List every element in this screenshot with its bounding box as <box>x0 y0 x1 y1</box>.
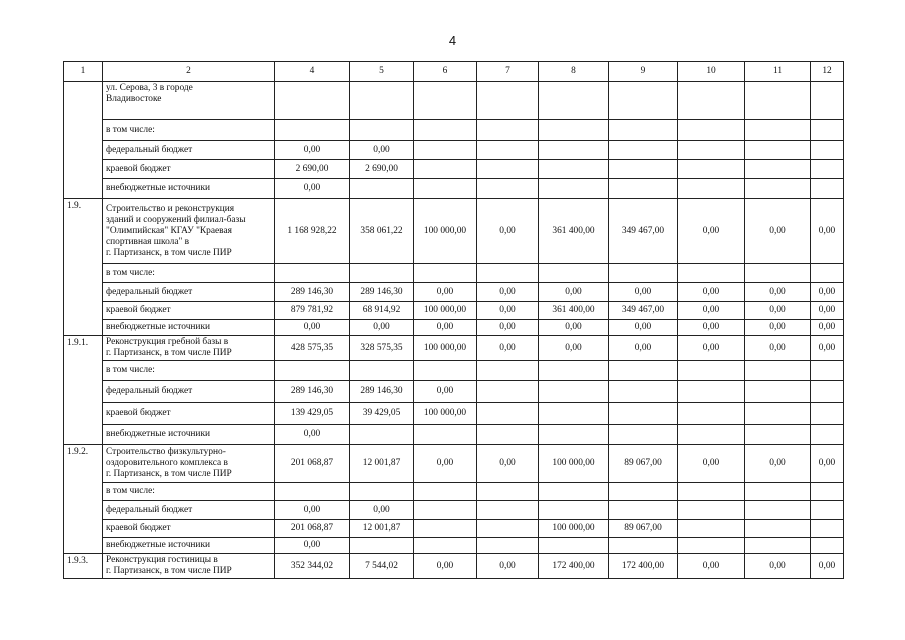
value-cell: 0,00 <box>477 302 539 320</box>
value-cell: 0,00 <box>350 141 414 160</box>
value-cell: 352 344,02 <box>275 554 350 579</box>
item-description: краевой бюджет <box>103 403 275 425</box>
value-cell <box>539 501 609 520</box>
value-cell: 0,00 <box>811 445 844 483</box>
value-cell <box>414 82 477 120</box>
value-cell <box>539 120 609 141</box>
page-number: 4 <box>448 33 457 48</box>
value-cell <box>811 120 844 141</box>
value-cell: 0,00 <box>477 320 539 336</box>
value-cell: 100 000,00 <box>414 403 477 425</box>
value-cell: 361 400,00 <box>539 302 609 320</box>
value-cell <box>745 361 811 381</box>
value-cell <box>609 179 678 199</box>
table-row <box>64 82 844 120</box>
table-row <box>64 283 844 302</box>
item-description: краевой бюджет <box>103 160 275 179</box>
description-line: Строительство и реконструкция <box>106 203 235 214</box>
table-row <box>64 520 844 538</box>
value-cell <box>609 160 678 179</box>
value-cell <box>477 361 539 381</box>
value-cell <box>745 120 811 141</box>
value-cell <box>609 538 678 554</box>
table-row <box>64 483 844 501</box>
value-cell: 0,00 <box>678 554 745 579</box>
value-cell <box>539 483 609 501</box>
value-cell: 89 067,00 <box>609 520 678 538</box>
col-header: 2 <box>103 62 275 82</box>
table-row <box>64 361 844 381</box>
value-cell: 349 467,00 <box>609 199 678 264</box>
value-cell: 0,00 <box>275 141 350 160</box>
description-line: Реконструкция гребной базы в <box>106 337 229 347</box>
item-description: в том числе: <box>103 483 275 501</box>
table-row <box>64 199 844 264</box>
table-row <box>64 336 844 361</box>
value-cell <box>539 538 609 554</box>
value-cell <box>811 160 844 179</box>
value-cell: 0,00 <box>414 283 477 302</box>
item-id-cell <box>64 82 103 199</box>
col-header: 10 <box>678 62 745 82</box>
value-cell: 289 146,30 <box>275 283 350 302</box>
value-cell <box>811 501 844 520</box>
value-cell <box>477 425 539 445</box>
value-cell: 0,00 <box>275 501 350 520</box>
table-row <box>64 538 844 554</box>
value-cell <box>477 82 539 120</box>
value-cell <box>745 501 811 520</box>
value-cell: 0,00 <box>745 320 811 336</box>
value-cell <box>609 82 678 120</box>
value-cell <box>539 82 609 120</box>
value-cell: 361 400,00 <box>539 199 609 264</box>
col-header: 12 <box>811 62 844 82</box>
table-row <box>64 141 844 160</box>
value-cell <box>414 141 477 160</box>
description-line: спортивная школа" в <box>106 236 190 247</box>
value-cell <box>414 361 477 381</box>
value-cell <box>414 120 477 141</box>
table-row <box>64 302 844 320</box>
description-line: г. Партизанск, в том числе ПИР <box>106 469 232 479</box>
value-cell <box>811 520 844 538</box>
value-cell <box>414 501 477 520</box>
value-cell: 1 168 928,22 <box>275 199 350 264</box>
value-cell: 0,00 <box>745 336 811 361</box>
value-cell <box>678 264 745 283</box>
table-row <box>64 403 844 425</box>
value-cell <box>609 483 678 501</box>
item-description: внебюджетные источники <box>103 538 275 554</box>
value-cell: 0,00 <box>275 425 350 445</box>
item-description <box>103 554 275 579</box>
value-cell <box>609 425 678 445</box>
value-cell: 0,00 <box>678 445 745 483</box>
value-cell: 0,00 <box>678 199 745 264</box>
value-cell <box>678 160 745 179</box>
col-header: 11 <box>745 62 811 82</box>
item-description <box>103 82 275 120</box>
value-cell <box>745 82 811 120</box>
value-cell <box>811 82 844 120</box>
value-cell: 89 067,00 <box>609 445 678 483</box>
value-cell <box>609 381 678 403</box>
value-cell <box>811 538 844 554</box>
item-description: федеральный бюджет <box>103 141 275 160</box>
value-cell <box>678 520 745 538</box>
value-cell <box>678 425 745 445</box>
value-cell <box>609 403 678 425</box>
value-cell <box>678 179 745 199</box>
value-cell <box>350 264 414 283</box>
value-cell <box>477 403 539 425</box>
table-row <box>64 160 844 179</box>
value-cell <box>477 483 539 501</box>
value-cell <box>477 501 539 520</box>
value-cell <box>678 361 745 381</box>
value-cell <box>745 264 811 283</box>
item-description <box>103 199 275 264</box>
description-line: Реконструкция гостиницы в <box>106 555 218 565</box>
item-description: внебюджетные источники <box>103 320 275 336</box>
item-id: 1.9. <box>64 199 103 336</box>
value-cell: 0,00 <box>477 336 539 361</box>
value-cell: 0,00 <box>477 283 539 302</box>
value-cell: 358 061,22 <box>350 199 414 264</box>
value-cell: 0,00 <box>811 283 844 302</box>
value-cell <box>477 520 539 538</box>
value-cell <box>678 120 745 141</box>
value-cell <box>745 483 811 501</box>
value-cell: 0,00 <box>678 302 745 320</box>
value-cell: 0,00 <box>745 554 811 579</box>
description-line: ул. Серова, 3 в городе <box>106 83 193 93</box>
item-description: внебюджетные источники <box>103 179 275 199</box>
value-cell <box>414 160 477 179</box>
item-description: федеральный бюджет <box>103 501 275 520</box>
value-cell: 0,00 <box>811 199 844 264</box>
value-cell <box>811 381 844 403</box>
value-cell <box>350 483 414 501</box>
value-cell <box>678 403 745 425</box>
value-cell <box>678 82 745 120</box>
value-cell: 100 000,00 <box>539 520 609 538</box>
budget-table <box>63 61 844 579</box>
item-description <box>103 336 275 361</box>
value-cell <box>477 538 539 554</box>
value-cell: 0,00 <box>350 501 414 520</box>
value-cell <box>350 425 414 445</box>
value-cell <box>745 403 811 425</box>
value-cell <box>745 160 811 179</box>
value-cell <box>539 179 609 199</box>
value-cell: 0,00 <box>414 554 477 579</box>
value-cell: 12 001,87 <box>350 445 414 483</box>
item-description: краевой бюджет <box>103 302 275 320</box>
value-cell <box>539 141 609 160</box>
value-cell: 39 429,05 <box>350 403 414 425</box>
value-cell: 0,00 <box>745 445 811 483</box>
value-cell: 0,00 <box>414 320 477 336</box>
description-line: "Олимпийская" КГАУ "Краевая <box>106 225 232 236</box>
value-cell: 879 781,92 <box>275 302 350 320</box>
value-cell: 100 000,00 <box>414 336 477 361</box>
value-cell <box>609 501 678 520</box>
value-cell: 0,00 <box>477 554 539 579</box>
description-line: зданий и сооружений филиал-базы <box>106 214 246 225</box>
value-cell: 0,00 <box>539 320 609 336</box>
table-row <box>64 554 844 579</box>
value-cell: 0,00 <box>811 336 844 361</box>
value-cell <box>539 160 609 179</box>
value-cell <box>609 141 678 160</box>
description-line: Владивостоке <box>106 94 162 104</box>
value-cell: 0,00 <box>609 336 678 361</box>
item-description: внебюджетные источники <box>103 425 275 445</box>
table-row <box>64 381 844 403</box>
value-cell <box>275 82 350 120</box>
value-cell <box>539 381 609 403</box>
value-cell: 0,00 <box>745 199 811 264</box>
value-cell <box>609 120 678 141</box>
value-cell: 428 575,35 <box>275 336 350 361</box>
value-cell <box>811 403 844 425</box>
col-header: 6 <box>414 62 477 82</box>
description-line: г. Партизанск, в том числе ПИР <box>106 566 232 576</box>
value-cell <box>609 361 678 381</box>
table-row <box>64 320 844 336</box>
value-cell: 328 575,35 <box>350 336 414 361</box>
value-cell <box>811 361 844 381</box>
value-cell: 0,00 <box>275 320 350 336</box>
item-description: федеральный бюджет <box>103 283 275 302</box>
value-cell: 172 400,00 <box>539 554 609 579</box>
value-cell: 0,00 <box>477 445 539 483</box>
value-cell: 12 001,87 <box>350 520 414 538</box>
value-cell <box>414 264 477 283</box>
item-id: 1.9.1. <box>64 336 103 445</box>
value-cell: 289 146,30 <box>350 381 414 403</box>
value-cell: 0,00 <box>275 538 350 554</box>
value-cell <box>275 483 350 501</box>
value-cell: 0,00 <box>678 336 745 361</box>
description-line: оздоровительного комплекса в <box>106 458 228 468</box>
value-cell <box>811 179 844 199</box>
value-cell: 0,00 <box>678 320 745 336</box>
value-cell <box>414 425 477 445</box>
description-line: Строительство физкультурно- <box>106 447 226 457</box>
value-cell <box>539 425 609 445</box>
value-cell <box>811 141 844 160</box>
description-line: г. Партизанск, в том числе ПИР <box>106 348 232 358</box>
value-cell: 0,00 <box>811 320 844 336</box>
value-cell <box>811 483 844 501</box>
value-cell <box>414 483 477 501</box>
value-cell <box>539 361 609 381</box>
value-cell: 0,00 <box>745 302 811 320</box>
value-cell <box>745 179 811 199</box>
value-cell: 349 467,00 <box>609 302 678 320</box>
value-cell: 2 690,00 <box>275 160 350 179</box>
value-cell: 0,00 <box>414 381 477 403</box>
value-cell <box>275 120 350 141</box>
value-cell <box>811 264 844 283</box>
item-description: федеральный бюджет <box>103 381 275 403</box>
value-cell <box>539 403 609 425</box>
value-cell: 0,00 <box>539 336 609 361</box>
value-cell <box>678 141 745 160</box>
item-id: 1.9.3. <box>64 554 103 579</box>
col-header: 4 <box>275 62 350 82</box>
value-cell <box>414 538 477 554</box>
value-cell <box>350 361 414 381</box>
value-cell <box>350 120 414 141</box>
value-cell <box>745 141 811 160</box>
header-row <box>64 62 844 82</box>
value-cell: 0,00 <box>609 320 678 336</box>
item-description <box>103 445 275 483</box>
table-body <box>64 62 844 579</box>
value-cell <box>275 361 350 381</box>
item-description: в том числе: <box>103 264 275 283</box>
col-header: 9 <box>609 62 678 82</box>
value-cell: 2 690,00 <box>350 160 414 179</box>
value-cell: 0,00 <box>414 445 477 483</box>
item-description: в том числе: <box>103 361 275 381</box>
value-cell <box>745 538 811 554</box>
value-cell <box>477 179 539 199</box>
value-cell: 0,00 <box>678 283 745 302</box>
value-cell <box>678 538 745 554</box>
col-header: 8 <box>539 62 609 82</box>
col-header: 7 <box>477 62 539 82</box>
value-cell <box>477 264 539 283</box>
value-cell: 201 068,87 <box>275 520 350 538</box>
value-cell <box>745 520 811 538</box>
value-cell: 0,00 <box>275 179 350 199</box>
value-cell: 139 429,05 <box>275 403 350 425</box>
value-cell <box>745 381 811 403</box>
value-cell: 201 068,87 <box>275 445 350 483</box>
value-cell: 100 000,00 <box>539 445 609 483</box>
value-cell <box>745 425 811 445</box>
value-cell: 0,00 <box>811 554 844 579</box>
value-cell: 0,00 <box>811 302 844 320</box>
table-row <box>64 445 844 483</box>
col-header: 1 <box>64 62 103 82</box>
value-cell: 0,00 <box>477 199 539 264</box>
value-cell: 7 544,02 <box>350 554 414 579</box>
value-cell <box>477 141 539 160</box>
value-cell: 289 146,30 <box>275 381 350 403</box>
value-cell: 100 000,00 <box>414 199 477 264</box>
value-cell <box>350 538 414 554</box>
item-id: 1.9.2. <box>64 445 103 554</box>
value-cell <box>477 120 539 141</box>
value-cell <box>678 381 745 403</box>
value-cell: 0,00 <box>350 320 414 336</box>
col-header: 5 <box>350 62 414 82</box>
value-cell: 172 400,00 <box>609 554 678 579</box>
description-line: г. Партизанск, в том числе ПИР <box>106 247 232 258</box>
value-cell <box>477 160 539 179</box>
value-cell <box>811 425 844 445</box>
value-cell <box>275 264 350 283</box>
value-cell: 0,00 <box>609 283 678 302</box>
item-description: краевой бюджет <box>103 520 275 538</box>
value-cell: 289 146,30 <box>350 283 414 302</box>
value-cell <box>678 501 745 520</box>
value-cell <box>350 82 414 120</box>
table-row <box>64 425 844 445</box>
item-description: в том числе: <box>103 120 275 141</box>
value-cell <box>678 483 745 501</box>
table-row <box>64 179 844 199</box>
table-row <box>64 120 844 141</box>
value-cell <box>414 179 477 199</box>
value-cell: 100 000,00 <box>414 302 477 320</box>
value-cell <box>414 520 477 538</box>
value-cell <box>539 264 609 283</box>
table-row <box>64 264 844 283</box>
value-cell: 0,00 <box>539 283 609 302</box>
value-cell <box>609 264 678 283</box>
value-cell <box>350 179 414 199</box>
value-cell: 68 914,92 <box>350 302 414 320</box>
value-cell <box>477 381 539 403</box>
value-cell: 0,00 <box>745 283 811 302</box>
table-row <box>64 501 844 520</box>
